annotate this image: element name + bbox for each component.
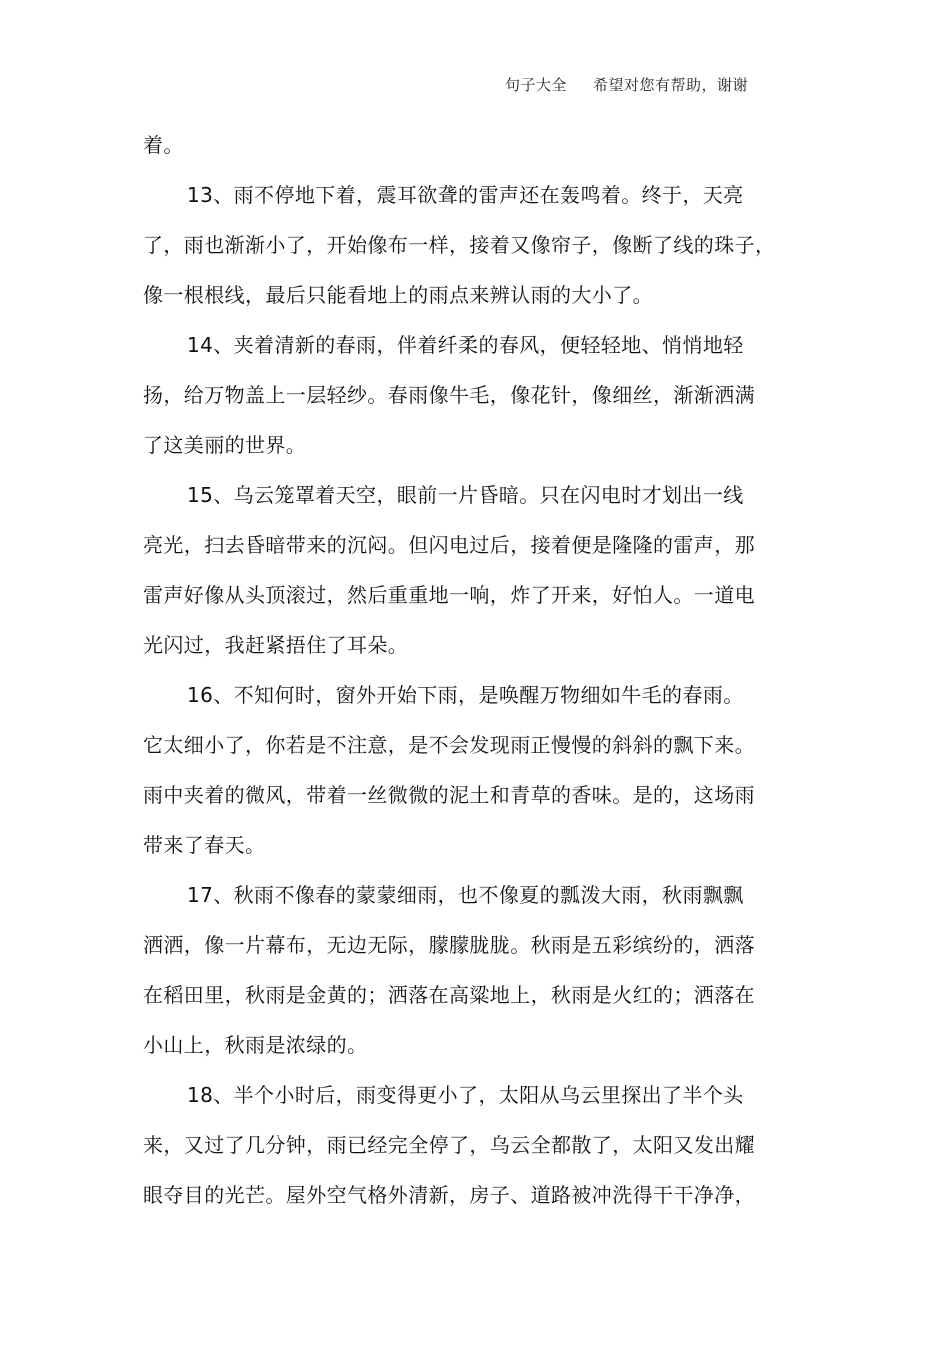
page-header xyxy=(505,74,748,95)
text-line: 15、乌云笼罩着天空，眼前一片昏暗。只在闪电时才划出一线 xyxy=(187,483,744,507)
text-line: 在稻田里，秋雨是金黄的；洒落在高粱地上，秋雨是火红的；洒落在 xyxy=(143,983,755,1007)
text-line: 13、雨不停地下着，震耳欲聋的雷声还在轰鸣着。终于，天亮 xyxy=(187,183,744,207)
text-line: 小山上，秋雨是浓绿的。 xyxy=(143,1033,368,1057)
text-line: 带来了春天。 xyxy=(143,833,266,857)
header-greeting: 希望对您有帮助，谢谢 xyxy=(593,76,749,94)
text-line: 像一根根线，最后只能看地上的雨点来辨认雨的大小了。 xyxy=(143,283,653,307)
text-line: 16、不知何时，窗外开始下雨，是唤醒万物细如牛毛的春雨。 xyxy=(187,683,744,707)
text-line: 雷声好像从头顶滚过，然后重重地一响，炸了开来，好怕人。一道电 xyxy=(143,583,755,607)
text-line: 光闪过，我赶紧捂住了耳朵。 xyxy=(143,633,409,657)
text-line: 了这美丽的世界。 xyxy=(143,433,307,457)
text-line: 雨中夹着的微风，带着一丝微微的泥土和青草的香味。是的，这场雨 xyxy=(143,783,755,807)
text-line: 扬，给万物盖上一层轻纱。春雨像牛毛，像花针，像细丝，渐渐洒满 xyxy=(143,383,755,407)
text-line: 洒洒，像一片幕布，无边无际，朦朦胧胧。秋雨是五彩缤纷的，洒落 xyxy=(143,933,755,957)
text-line: 18、半个小时后，雨变得更小了，太阳从乌云里探出了半个头 xyxy=(187,1083,744,1107)
text-line: 它太细小了，你若是不注意，是不会发现雨正慢慢的斜斜的飘下来。 xyxy=(143,733,755,757)
text-line: 来，又过了几分钟，雨已经完全停了，乌云全都散了，太阳又发出耀 xyxy=(143,1133,755,1157)
text-line: 了，雨也渐渐小了，开始像布一样，接着又像帘子，像断了线的珠子， xyxy=(143,233,776,257)
body-text xyxy=(143,128,803,1228)
text-line: 17、秋雨不像春的蒙蒙细雨，也不像夏的瓢泼大雨，秋雨飘飘 xyxy=(187,883,744,907)
text-line: 眼夺目的光芒。屋外空气格外清新，房子、道路被冲洗得干干净净， xyxy=(143,1183,755,1207)
text-line: 亮光，扫去昏暗带来的沉闷。但闪电过后，接着便是隆隆的雷声，那 xyxy=(143,533,755,557)
header-site-name: 句子大全 xyxy=(505,76,568,94)
text-line: 14、夹着清新的春雨，伴着纤柔的春风，便轻轻地、悄悄地轻 xyxy=(187,333,744,357)
text-line: 着。 xyxy=(143,133,184,157)
